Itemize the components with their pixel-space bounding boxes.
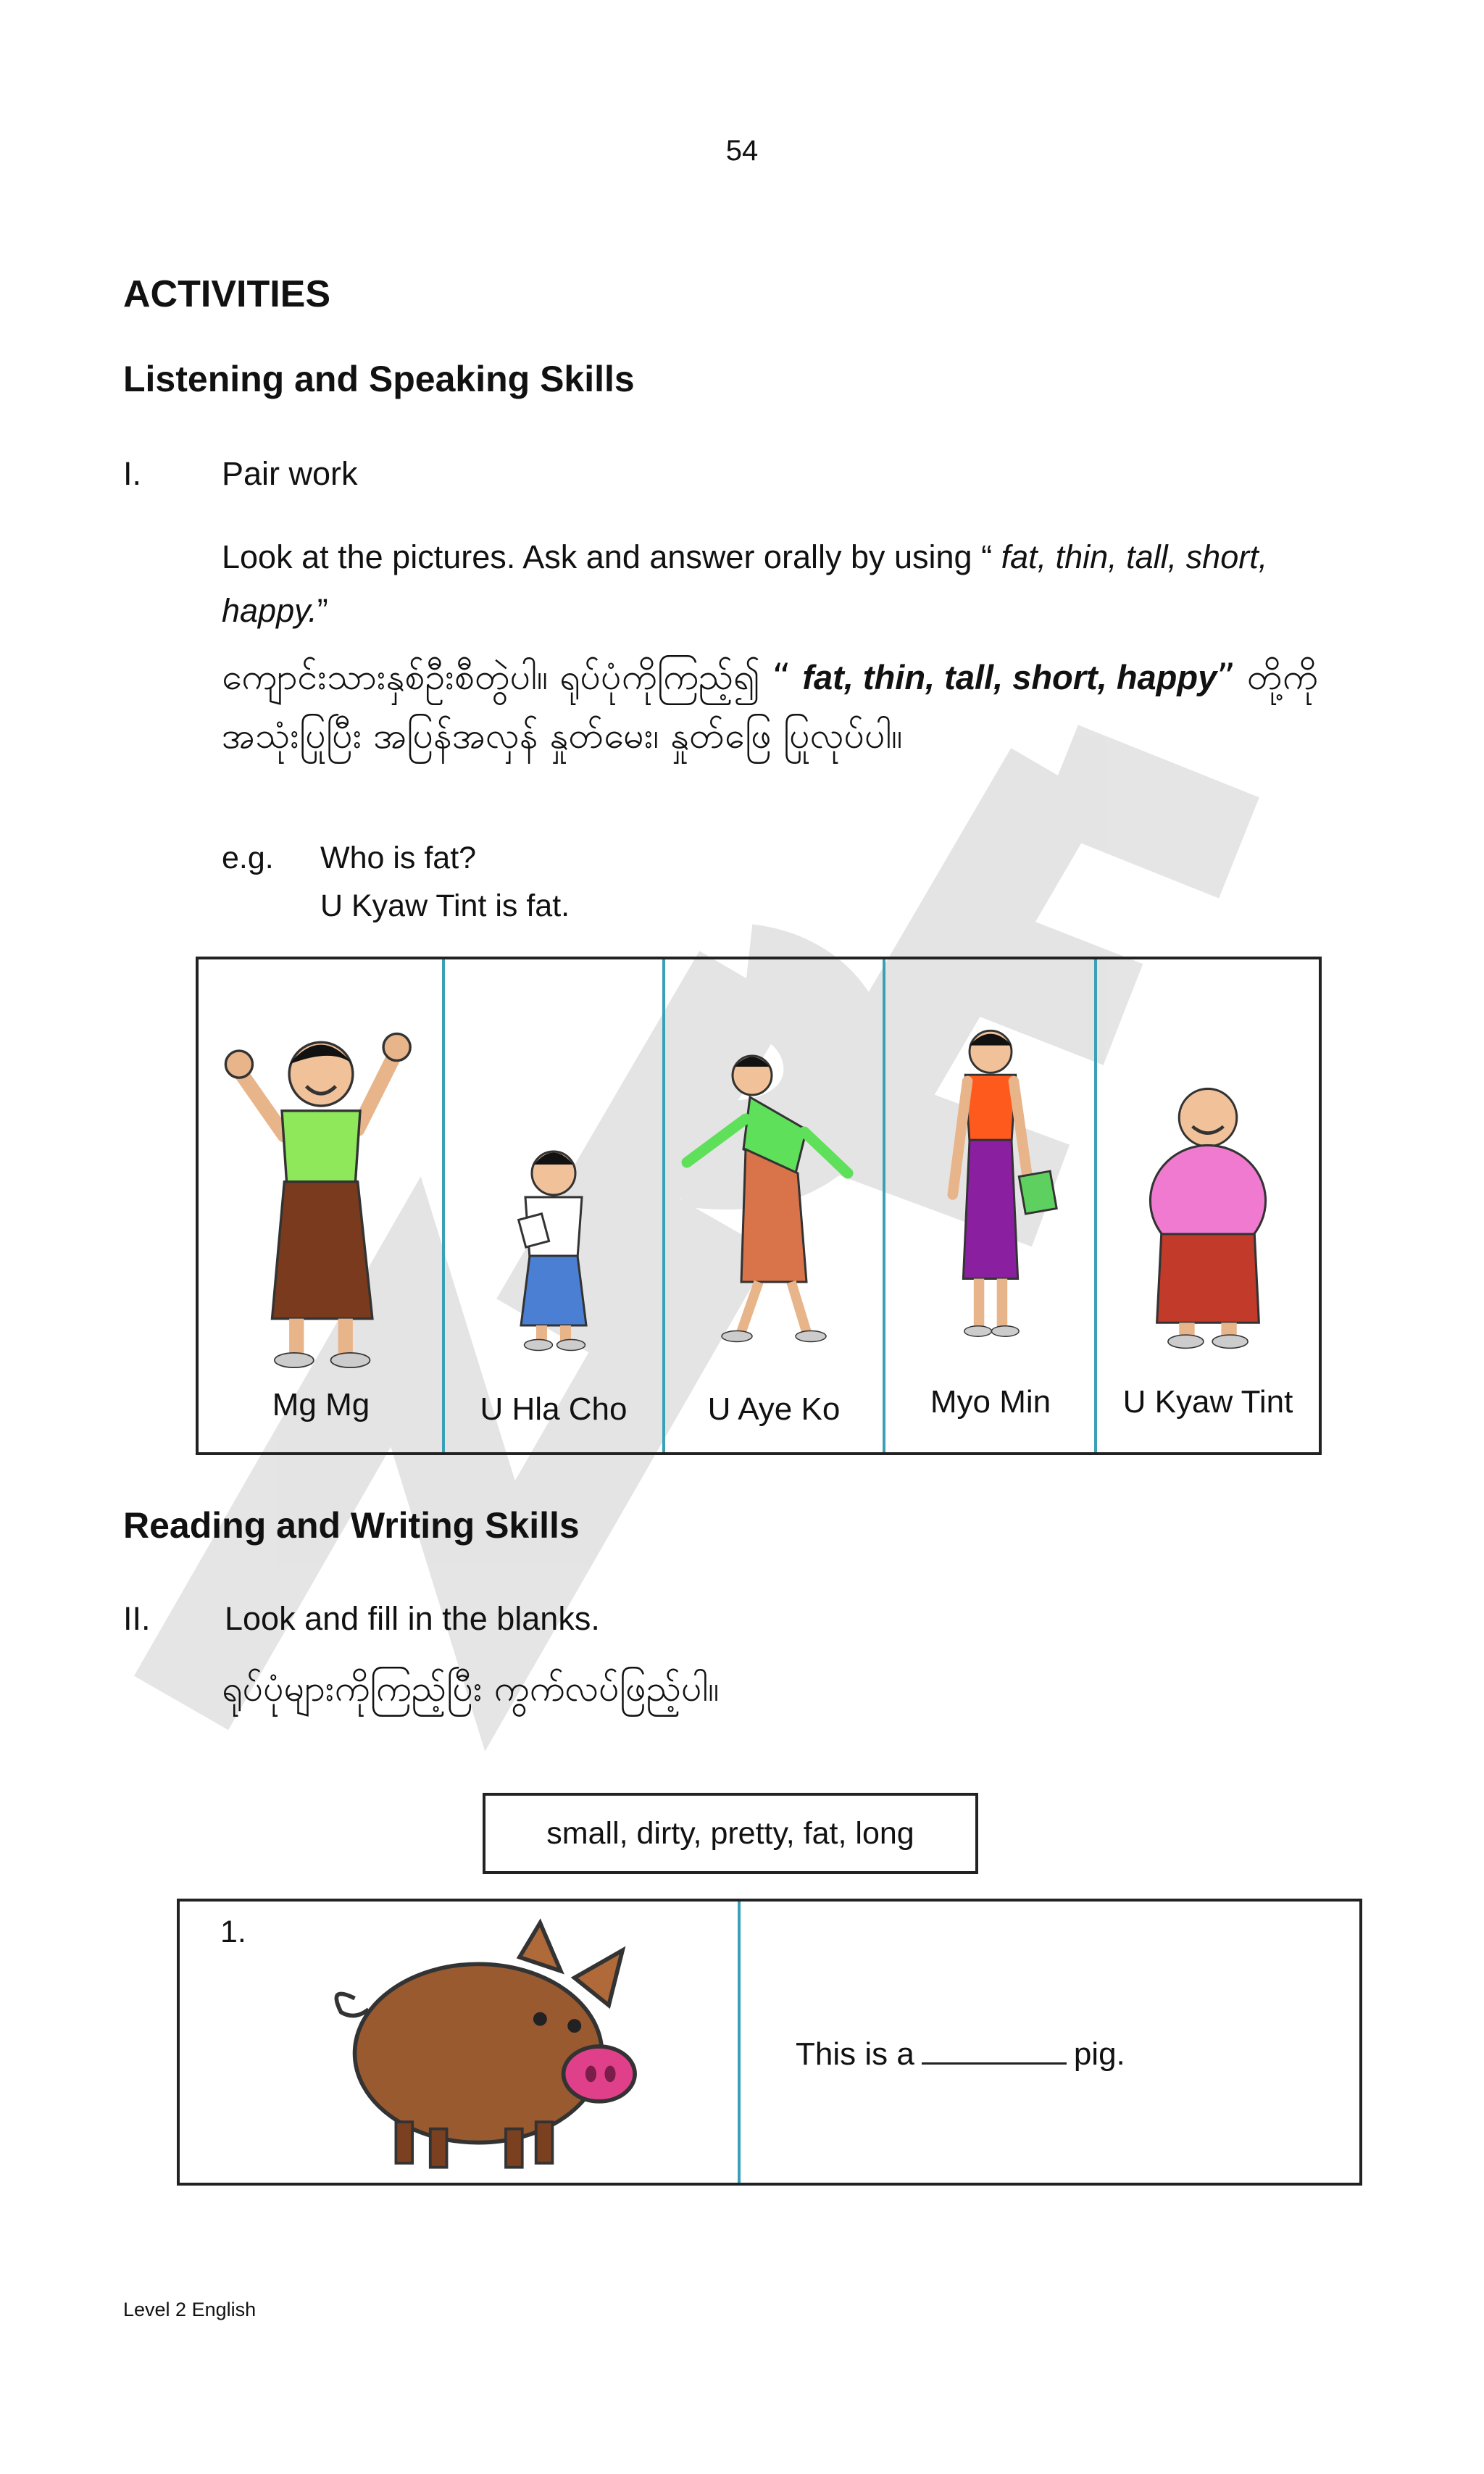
happy-boy-figure-icon xyxy=(199,988,443,1380)
picture-caption: U Hla Cho xyxy=(480,1391,628,1427)
instruction-words: fat, thin, tall, short, xyxy=(1001,538,1268,575)
pig-icon xyxy=(296,1916,716,2177)
task-title-fill-blanks: Look and fill in the blanks. xyxy=(225,1600,600,1637)
instruction-myanmar: ကျောင်းသားနှစ်ဦးစီတွဲပါ။ ရုပ်ပုံကိုကြည့်၍ “ fat, thin, tall, short, happy” တို့ကို အသုံးပြုပြီး အပြန်အလှန် နှုတ်မေး၊ နှုတ်ဖြေ ပြုလုပ်ပါ။ xyxy=(222,656,1318,757)
example-label: e.g. xyxy=(222,841,274,875)
section-title-listening: Listening and Speaking Skills xyxy=(123,359,635,399)
picture-cell-u-hla-cho xyxy=(445,959,662,1452)
picture-cell-myo-min xyxy=(885,959,1096,1452)
picture-caption: U Aye Ko xyxy=(707,1391,841,1427)
picture-caption: Mg Mg xyxy=(272,1387,370,1423)
short-man-figure-icon xyxy=(445,988,662,1380)
picture-caption: Myo Min xyxy=(930,1384,1051,1420)
page-footer: Level 2 English xyxy=(123,2299,257,2320)
exercise-table xyxy=(177,1899,1362,2186)
page-number: 54 xyxy=(725,135,759,167)
instruction-english: Look at the pictures. Ask and answer orally by using “ fat, thin, tall, short, happy.” xyxy=(222,538,1268,629)
example-answer: U Kyaw Tint is fat. xyxy=(320,888,570,923)
word-bank-box: small, dirty, pretty, fat, long xyxy=(483,1793,978,1874)
exercise-divider xyxy=(738,1902,741,2183)
picture-cell-u-kyaw-tint xyxy=(1097,959,1319,1452)
picture-cell-u-aye-ko xyxy=(665,959,883,1452)
picture-table xyxy=(196,957,1322,1455)
exercise-number: 1. xyxy=(220,1915,246,1949)
tall-man-figure-icon xyxy=(885,988,1096,1380)
instruction-myanmar-2: ရုပ်ပုံများကိုကြည့်ပြီး ကွက်လပ်ဖြည့်ပါ။ xyxy=(222,1667,720,1709)
section-numeral-2: II. xyxy=(123,1600,151,1637)
page-heading: ACTIVITIES xyxy=(123,273,331,315)
exercise-sentence: This is a pig. xyxy=(796,2036,1125,2072)
thin-man-figure-icon xyxy=(665,988,883,1380)
section-title-reading: Reading and Writing Skills xyxy=(123,1505,580,1546)
picture-caption: U Kyaw Tint xyxy=(1122,1384,1293,1420)
answer-blank[interactable] xyxy=(922,2036,1067,2065)
instruction-words-2: happy. xyxy=(222,592,317,629)
task-title-pair-work: Pair work xyxy=(222,455,358,492)
section-numeral-1: I. xyxy=(123,455,142,492)
picture-cell-mg-mg xyxy=(199,959,443,1452)
example-question: Who is fat? xyxy=(320,841,477,875)
fat-man-figure-icon xyxy=(1097,988,1319,1380)
